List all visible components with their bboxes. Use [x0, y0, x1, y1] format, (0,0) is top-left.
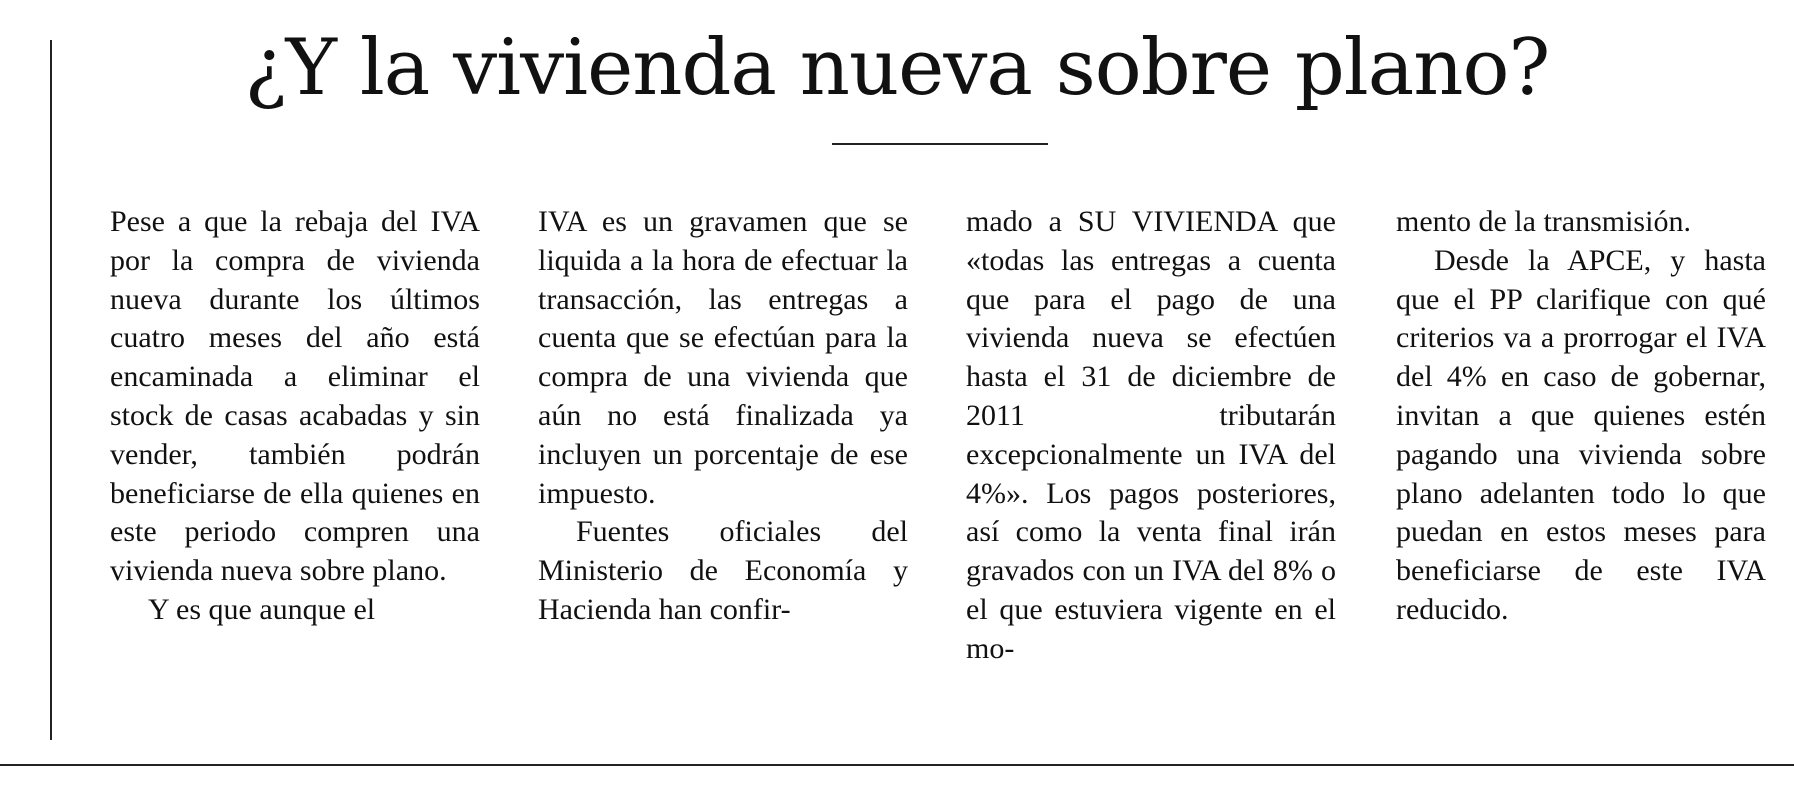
paragraph-4: Desde la APCE, y hasta que el PP clarifique con qué criterios va a prorrogar el IVA del 4% en caso de gobernar, invitan a que quienes estén pagando una vivienda sobre plano adelanten todo lo que puedan en estos meses para beneficiarse de este IVA reducido.: [1396, 243, 1766, 626]
text-column-1: [110, 203, 480, 630]
text-column-2: [538, 203, 908, 630]
paragraph-2-cont: IVA es un gravamen que se liquida a la hora de efectuar la transacción, las entregas a cuenta que se efectúan para la compra de una vivienda que aún no está finalizada ya incluyen un porcentaje de ese impuesto.: [538, 205, 908, 510]
text-column-3: [966, 203, 1336, 669]
paragraph-3-cont: mado a SU VIVIENDA que «todas las entregas a cuenta que para el pago de una vivienda nueva se efectúen hasta el 31 de diciembre de 2011 tributarán excepcionalmente un IVA del 4%». Los pagos posteriores, así como la venta final irán gravados con un IVA del 8% o el que estuviera vigente en el mo-: [966, 205, 1336, 665]
paragraph-2-start: Y es que aunque el: [148, 592, 376, 626]
paragraph-3-start: Fuentes oficiales del Ministerio de Economía y Hacienda han confir-: [538, 515, 908, 626]
paragraph-3-end: mento de la transmisión.: [1396, 205, 1691, 238]
left-column-rule: [50, 40, 52, 740]
paragraph-1: Pese a que la rebaja del IVA por la compra de vivienda nueva durante los últimos cuatro meses del año está encaminada a eliminar el stock de casas acabadas y sin vender, también podrán beneficiarse de ella quienes en este periodo compren una vivienda nueva sobre plano.: [110, 205, 480, 588]
article-headline: ¿Y la vivienda nueva sobre plano?: [244, 23, 1550, 113]
headline-separator: [832, 143, 1048, 145]
bottom-rule: [0, 764, 1794, 766]
text-column-4: [1396, 203, 1766, 630]
